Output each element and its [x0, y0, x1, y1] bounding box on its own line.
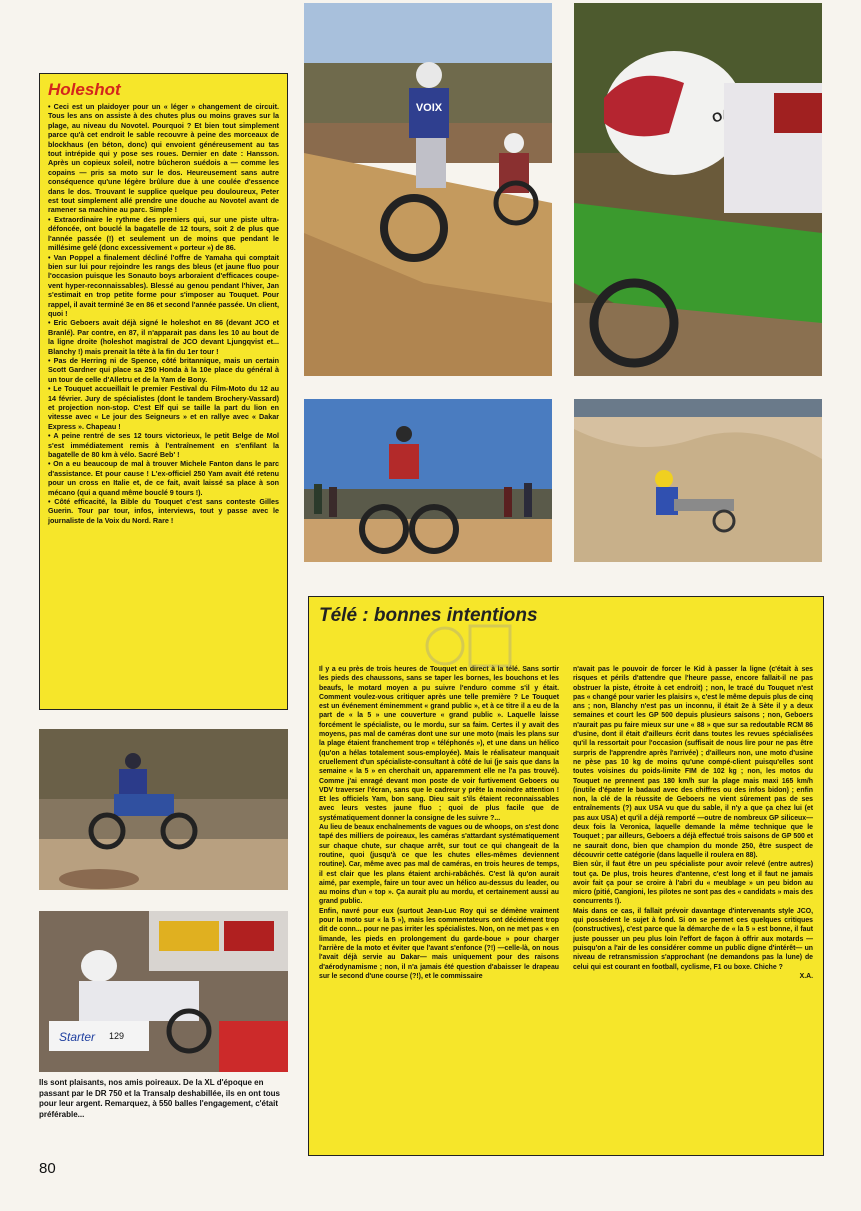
holeshot-paragraph: • On a eu beaucoup de mal à trouver Michele Fanton dans le parc d'assistance. Et pour cause ! L'ex-officiel 250 Yam avait été retenu pour un cross en Italie et, de ce fait, avait laissé sa place à son mécano (qui a quand même bouclé 9 tours !). [48, 459, 279, 497]
holeshot-title: Holeshot [48, 80, 121, 99]
starting-sign-text: Starter [59, 1030, 96, 1044]
tele-paragraph: Bien sûr, il faut être un peu spécialiste pour avoir relevé (entre autres) tout ça. De plus, trois heures d'antenne, c'est long et il faut ne jamais avoir fait ça pour se croire à l'abri du « meublage » un peu bidon au micro (pitié, Cangioni, les pilotes ne sont pas des « candidats » mais des concurrents !). [573, 861, 813, 906]
holeshot-paragraph: • Côté efficacité, la Bible du Touquet c'est sans conteste Gilles Guerin. Tour par tour, infos, interviews, tout y passe avec le journaliste de la Voix du Nord. Rare ! [48, 497, 279, 525]
starting-bib-text: 129 [109, 1031, 125, 1041]
tele-columns [319, 665, 813, 981]
holeshot-paragraph: • Van Poppel a finalement décliné l'offre de Yamaha qui comptait bien sur lui pour rejoindre les rangs des bleus (et jaune fluo pour l'occasion puisque les Sonauto boys arboraient d'efficaces coupe-vent hyper-reconnaissables). Blessé au genou pendant l'hiver, Jan s'estimait en trop petite forme pour s'imposer au Touquet. Pour rappel, il avait terminé 3e en 86 et second l'année passée. Un client, quoi ! [48, 252, 280, 318]
photo-helmet-closeup [574, 3, 822, 376]
tele-paragraph: Mais dans ce cas, il fallait prévoir davantage d'intervenants style JCO, qui possèdent le sujet à fond. Si on se permet ces quelques critiques (constructives), c'est parce que la démarche de « la 5 » est bonne, il faut juste pousser un peu plus loin l'effort de façon à offrir aux motards —puisqu'on a l'air de les considérer comme un public digne d'intérêt— un niveau de retransmission s'approchant (ne demandons pas la lune) de celui qui est courant en football, cyclisme, F1 ou boxe. Chiche ? [573, 907, 813, 971]
photo-bib-text: VOIX [415, 102, 443, 114]
holeshot-paragraph: • A peine rentré de ses 12 tours victorieux, le petit Belge de Mol s'est immédiatement remis à l'entraînement en s'enfilant la bagatelle de 80 km à vélo. Sacré Beb' ! [48, 431, 279, 460]
watermark-logo [425, 620, 515, 672]
tele-box [308, 596, 824, 1156]
photo-rider-motorcycle [39, 729, 288, 890]
holeshot-text [48, 102, 279, 525]
photo-starting-grid [39, 911, 288, 1072]
tele-paragraph: Enfin, navré pour eux (surtout Jean-Luc Roy qui se démène vraiment pour la moto sur « la 5 »), mais les commentateurs ont décidément trop dit de conn... pour ne pas irriter les spécialistes. Non, on ne met pas « en limande, les pieds en prolongement du garde-boue » pour charger l'arrière de la moto et éviter que l'avant s'enfonce (?!) —celle-là, on nous l'avait déjà servie au Dakar— mais uniquement pour des raisons d'aérodynamisme ; non, il n'a jamais été question d'abaisser le drapeau sur le second d'une course (?!), et le commissaire [319, 907, 559, 980]
tele-paragraph: n'avait pas le pouvoir de forcer le Kid à passer la ligne (c'était à ses risques et périls d'attendre que l'heure passe, encore fallait-il ne pas obstruer la piste, étroite à cet endroit) ; non, le tracé du Touquet n'est pas « changé pour varier les plaisirs », c'est le même depuis plus de cinq ans ; non, Blanchy n'est pas un inconnu, il était 2e à Sète il y a deux semaines et court les GP 500 depuis plusieurs saisons ; non, Geboers n'aurait pas pu faire mieux sur une « 88 » que sur sa redoutable RCM 86 d'usine, dont il était d'ailleurs écrit dans toutes les revues spécialisées qu'il la ressortait pour l'occasion (suffisait de nous lire pour ne pas être surpris de l'apprendre après l'arrivée) ; d'ailleurs non, une moto d'usine ne pèse pas 10 kg de moins qu'une compé-client puisqu'elles sont toutes voisines du poids-limite FIM de 102 kg ; non, les motos du Touquet ne prennent pas 180 km/h sur la plage mais maxi 165 km/h (inutile d'épater le badaud avec des chiffres ou des infos bidon) ; enfin non, la clé de la réussite de Geboers ne vient sûrement pas de ses entraînements (?) aux USA vu que du sable, il n'y a que ça chez lui (et pas aux USA) et qu'il a déjà remporté —outre de nombreux GP siliceux— deux fois la Veronica, laquelle demande la même technique que le Touquet ; par ailleurs, Geboers a déjà effectué trois saisons de GP 500 et ne saurait donc, bien que champion du monde 250, être suspect de découvrir cette catégorie (dans laquelle il roulera en 88). [573, 666, 813, 859]
holeshot-paragraph: • Extraordinaire le rythme des premiers qui, sur une piste ultra-défoncée, ont bouclé la bagatelle de 12 tours, soit 2 de plus que l'année passée (!) et seulement un de moins que pendant le millésime gelé (donc excessivement « porteur ») de 86. [48, 214, 279, 253]
holeshot-paragraph: • Pas de Herring ni de Spence, côté britannique, mais un certain Scott Gardner qui place sa 250 Honda à la 10e place du général à un tour de celle d'Alletru et de la Yam de Bony. [48, 355, 279, 384]
tele-column-1 [319, 665, 559, 981]
tele-column-2 [573, 665, 813, 981]
holeshot-paragraph: • Le Touquet accueillait le premier Festival du Film-Moto du 12 au 14 février. Jury de spécialistes (dont le tandem Brochery-Vassard) et projection non-stop. C'est Elf qui se taille la part du lion en vitesse avec « Le jour des Seigneurs » et en rallye avec « Dakar Express ». Chapeau ! [48, 384, 279, 431]
holeshot-paragraph: • Ceci est un plaidoyer pour un « léger » changement de circuit. Tous les ans on assiste à des chutes plus ou moins graves sur la plage, au niveau du Novotel. Pourquoi ? Et bien tout simplement parce qu'à cet endroit le sable recouvre à peine des morceaux de blockhaus (en béton, donc) qui envoient généreusement au tas tout intrépide qui y pose ses roues. Dernier en date : Hansson. Après un copieux soleil, notre bûcheron suédois a — comme les copains — pris sa moto sur le dos. Heureusement sans autre conséquence qu'une légère brûlure due à une coulée d'essence dans le dos. Trouvant le supplice quelque peu douloureux, Peter est tout simplement allé prendre une douche au Novotel avant de ramener sa machine au parc. Simple ! [48, 102, 279, 215]
photo-fallen-rider [574, 399, 822, 562]
holeshot-box [39, 73, 288, 710]
holeshot-paragraph: • Eric Geboers avait déjà signé le holeshot en 86 (devant JCO et Branlé). Par contre, en 87, il n'apparait pas dans les 10 au bout de la ligne droite (holeshot magistral de JCO devant Ljungqvist et... Blanchy !) mais prenait la tête à la fin du 1er tour ! [48, 318, 279, 356]
tele-title: Télé : bonnes intentions [319, 605, 538, 626]
tele-signature: X.A. [799, 972, 813, 980]
tele-paragraph: Il y a eu près de trois heures de Touquet en direct à la télé. Sans sortir les pieds des chaussons, sans se taper les bornes, les bouchons et les beaufs, le motard moyen a pu suivre l'enduro comme s'il y était. Comment voulez-vous critiquer après une telle première ? Le Touquet est un événement éminemment « grand public », et à ce titre il a eu de la part de « la 5 » une couverture « grand public ». Laquelle laisse forcément le spécialiste, ou le mordu, sur sa faim. Certes il y avait des moyens, pas mal de caméras dont une sur une moto (mais les plans sur la plage étaient franchement trop « téléphonés »), et une dans un hélico (qu'on a hélas totalement sous-employée). Mais le réalisateur manquait cruellement d'un spécialiste-consultant à côté de lui (je sais que dans la semaine « la 5 » en cherchait un, apparemment elle ne l'a pas trouvé). Comme j'ai enragé devant mon poste de voir furtivement Geboers ou VDV traverser l'écran, sans que le cadreur y prête la moindre attention ! Et les officiels Yam, bon sang. Dieu sait s'ils étaient reconnaissables avec leurs vestes jaune fluo ; quoi de plus facile que de systématiquement donner la consigne de les suivre ?... [319, 666, 559, 822]
photo-rider-crowd [304, 399, 552, 562]
photo-rider-dune [304, 3, 552, 376]
photo-caption: Ils sont plaisants, nos amis poireaux. De la XL d'époque en passant par le DR 750 et la Transalp deshabillée, ils en ont tous pour leur argent. Remarquez, à 550 balles l'engagement, c'était préférable... [39, 1078, 280, 1119]
tele-paragraph: Au lieu de beaux enchaînements de vagues ou de whoops, on s'est donc tapé des milliers de poireaux, les caméras s'attardant systématiquement sur chaque chute, sur chaque arrêt, sur tout ce qui changeait de la routine, quoi (jusqu'à ce que les chutes elles-mêmes deviennent routine). Car, même avec pas mal de caméras, en trois heures de temps, il est clair que les plans étaient archi-rabâchés. C'est là qu'on aurait aimé, par exemple, faire un tour avec un hélico au-dessus du leader, ou au moins d'un « top ». Ça aurait plu au mordu, et certainement aussi au grand public. [319, 824, 559, 906]
page-number: 80 [39, 1160, 56, 1177]
